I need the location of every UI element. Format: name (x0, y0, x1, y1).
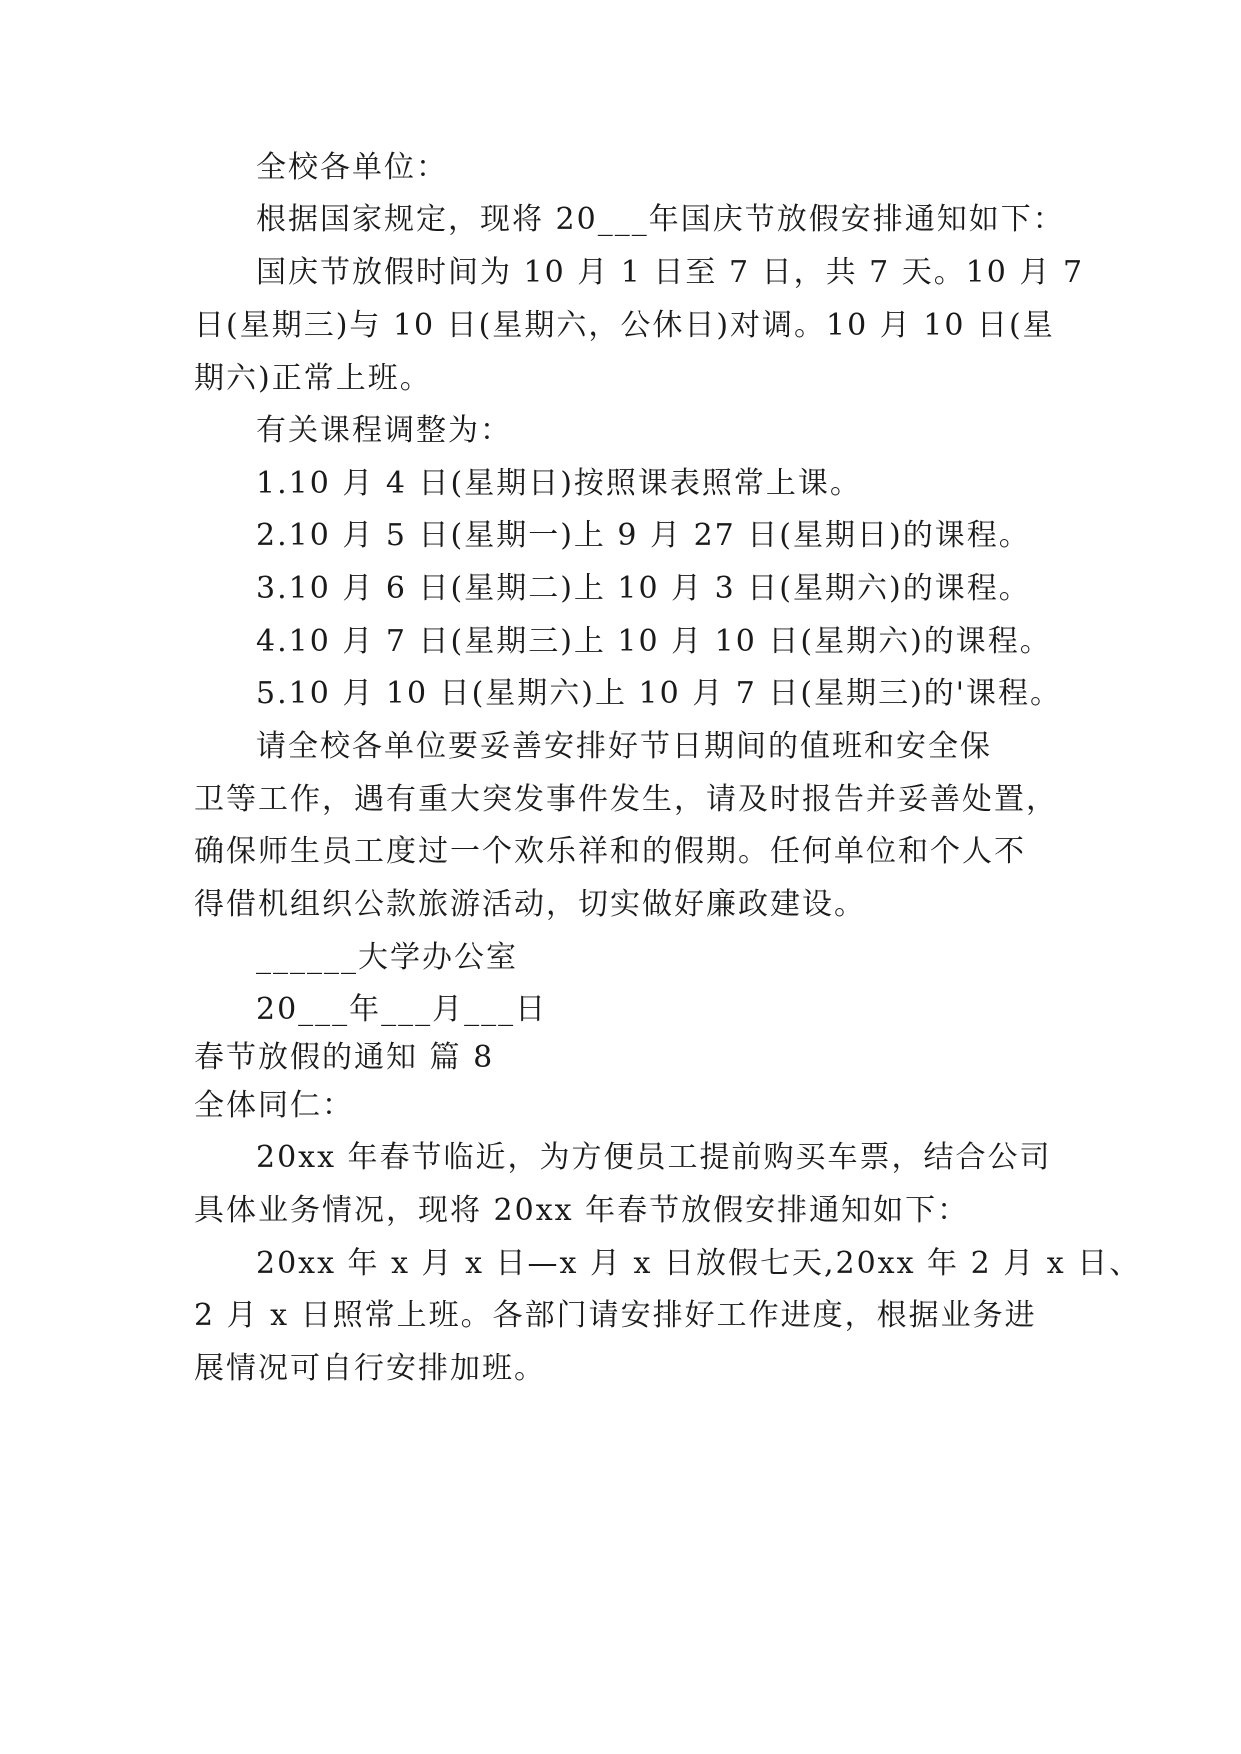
notice2-detail-line-3: 展情况可自行安排加班。 (194, 1351, 546, 1386)
course-heading: 有关课程调整为： (256, 413, 512, 448)
notice2-detail-line-2: 2 月 x 日照常上班。各部门请安排好工作进度，根据业务进 (194, 1298, 1037, 1333)
notice2-salutation: 全体同仁： (194, 1088, 354, 1123)
notice-title: 春节放假的通知 篇 8 (194, 1040, 495, 1075)
course-item-3: 3.10 月 6 日(星期二)上 10 月 3 日(星期六)的课程。 (256, 571, 1031, 606)
signature: ______大学办公室 (256, 940, 518, 975)
course-item-4: 4.10 月 7 日(星期三)上 10 月 10 日(星期六)的课程。 (256, 624, 1052, 659)
request-paragraph-line-3: 确保师生员工度过一个欢乐祥和的假期。任何单位和个人不 (194, 834, 1026, 869)
request-paragraph-line-4: 得借机组织公款旅游活动，切实做好廉政建设。 (194, 887, 866, 922)
notice2-detail-line-1: 20xx 年 x 月 x 日—x 月 x 日放假七天,20xx 年 2 月 x 日、 (256, 1246, 1142, 1281)
notice2-intro-line-2: 具体业务情况，现将 20xx 年春节放假安排通知如下： (194, 1193, 970, 1228)
signature-date: 20___年___月___日 (256, 992, 548, 1027)
intro-paragraph: 根据国家规定，现将 20___年国庆节放假安排通知如下： (256, 202, 1065, 237)
request-paragraph-line-1: 请全校各单位要妥善安排好节日期间的值班和安全保 (256, 729, 992, 764)
request-paragraph-line-2: 卫等工作，遇有重大突发事件发生，请及时报告并妥善处置， (194, 782, 1058, 817)
salutation: 全校各单位： (256, 150, 448, 185)
holiday-paragraph-line-3: 期六)正常上班。 (194, 361, 432, 396)
notice2-intro-line-1: 20xx 年春节临近，为方便员工提前购买车票，结合公司 (256, 1140, 1052, 1175)
course-item-5: 5.10 月 10 日(星期六)上 10 月 7 日(星期三)的'课程。 (256, 676, 1063, 711)
course-item-1: 1.10 月 4 日(星期日)按照课表照常上课。 (256, 466, 862, 501)
course-item-2: 2.10 月 5 日(星期一)上 9 月 27 日(星期日)的课程。 (256, 518, 1031, 553)
holiday-paragraph-line-1: 国庆节放假时间为 10 月 1 日至 7 日，共 7 天。10 月 7 (256, 255, 1085, 290)
holiday-paragraph-line-2: 日(星期三)与 10 日(星期六，公休日)对调。10 月 10 日(星 (194, 308, 1055, 343)
